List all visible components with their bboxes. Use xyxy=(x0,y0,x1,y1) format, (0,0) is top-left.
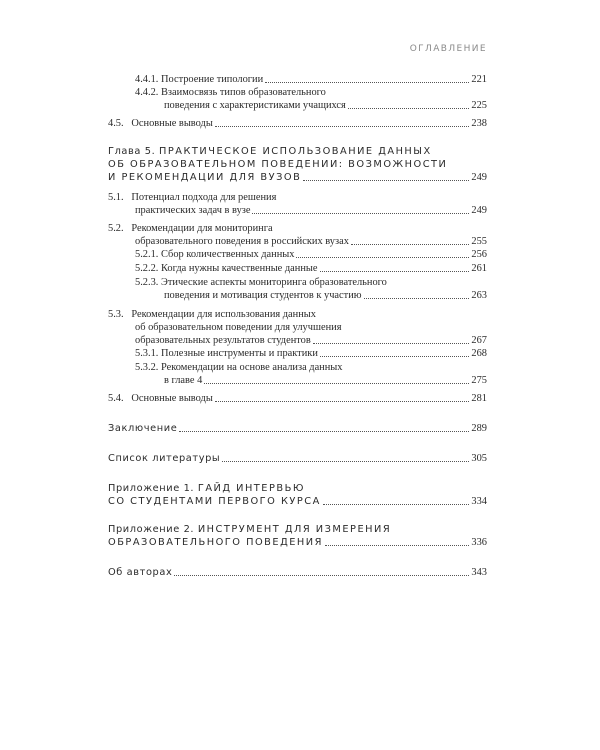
entry-title: Этические аспекты мониторинга образовательного xyxy=(161,277,387,288)
toc-entry-5-2[interactable] xyxy=(135,235,487,248)
toc-entry-5-2-line1[interactable] xyxy=(108,222,273,235)
dot-leader xyxy=(313,343,470,344)
entry-title: Рекомендации для мониторинга xyxy=(131,223,273,234)
dot-leader xyxy=(179,431,469,432)
dot-leader xyxy=(320,356,470,357)
appendix-label: Приложение 1. xyxy=(108,483,195,494)
page-number: 336 xyxy=(471,537,487,548)
entry-number: 4.4.2. xyxy=(135,87,159,98)
entry-number: 4.5. xyxy=(108,118,124,129)
toc-entry-4-5[interactable] xyxy=(108,117,487,130)
dot-leader xyxy=(174,575,469,576)
chapter-label: Глава 5. xyxy=(108,146,156,157)
entry-title: Список литературы xyxy=(108,453,221,464)
entry-title: образовательного поведения в российских вузах xyxy=(135,236,349,247)
toc-entry-5-1[interactable] xyxy=(135,204,487,217)
entry-title: практических задач в вузе xyxy=(135,205,251,216)
page-number: 275 xyxy=(471,375,487,386)
chapter-title: И РЕКОМЕНДАЦИИ ДЛЯ ВУЗОВ xyxy=(108,172,302,183)
chapter-5-entry[interactable] xyxy=(108,171,487,184)
toc-entry-5-2-3-line1[interactable] xyxy=(135,276,387,289)
dot-leader xyxy=(351,244,469,245)
toc-entry-5-3-line2: об образовательном поведении для улучшения xyxy=(135,322,342,333)
toc-entry-5-3-2[interactable] xyxy=(164,374,487,387)
toc-entry-about-authors[interactable] xyxy=(108,566,487,579)
page-number: 267 xyxy=(471,335,487,346)
toc-entry-5-2-1[interactable] xyxy=(135,248,487,261)
dot-leader xyxy=(348,108,470,109)
toc-entry-5-3-1[interactable] xyxy=(135,347,487,360)
page-number: 268 xyxy=(471,348,487,359)
appendix-2-line1[interactable] xyxy=(108,523,391,536)
entry-number: 5.4. xyxy=(108,393,124,404)
page-number: 343 xyxy=(471,567,487,578)
dot-leader xyxy=(320,271,470,272)
entry-number: 5.2.1. xyxy=(135,249,159,260)
appendix-1-entry[interactable] xyxy=(108,495,487,508)
entry-number: 5.3.1. xyxy=(135,348,159,359)
toc-entry-conclusion[interactable] xyxy=(108,422,487,435)
dot-leader xyxy=(265,82,469,83)
page-number: 261 xyxy=(471,263,487,274)
toc-entry-5-3-line1[interactable] xyxy=(108,308,316,321)
entry-title: в главе 4 xyxy=(164,375,203,386)
entry-title: Потенциал подхода для решения xyxy=(131,192,277,203)
appendix-title: СО СТУДЕНТАМИ ПЕРВОГО КУРСА xyxy=(108,496,321,507)
entry-title: Взаимосвязь типов образовательного xyxy=(161,87,326,98)
dot-leader xyxy=(364,298,470,299)
page-number: 263 xyxy=(471,290,487,301)
dot-leader xyxy=(303,180,469,181)
page-number: 249 xyxy=(471,205,487,216)
entry-title: Когда нужны качественные данные xyxy=(161,263,318,274)
entry-title: образовательных результатов студентов xyxy=(135,335,311,346)
dot-leader xyxy=(204,383,469,384)
page-number: 249 xyxy=(471,172,487,183)
appendix-2-entry[interactable] xyxy=(108,536,487,549)
page-number: 256 xyxy=(471,249,487,260)
entry-number: 5.1. xyxy=(108,192,124,203)
entry-title: Рекомендации для использования данных xyxy=(131,309,316,320)
chapter-5-line2: ОБ ОБРАЗОВАТЕЛЬНОМ ПОВЕДЕНИИ: ВОЗМОЖНОСТИ xyxy=(108,159,448,170)
toc-entry-5-3[interactable] xyxy=(135,334,487,347)
toc-entry-4-4-2-line1[interactable] xyxy=(135,86,326,99)
toc-entry-references[interactable] xyxy=(108,452,487,465)
dot-leader xyxy=(296,257,469,258)
appendix-1-line1[interactable] xyxy=(108,482,305,495)
toc-entry-4-4-2[interactable] xyxy=(164,99,487,112)
entry-number: 5.2.2. xyxy=(135,263,159,274)
dot-leader xyxy=(222,461,469,462)
appendix-label: Приложение 2. xyxy=(108,524,195,535)
page-number: 289 xyxy=(471,423,487,434)
toc-entry-5-2-3[interactable] xyxy=(164,289,487,302)
toc-entry-4-4-1[interactable] xyxy=(135,73,487,86)
dot-leader xyxy=(325,545,469,546)
entry-title: поведения и мотивация студентов к участию xyxy=(164,290,362,301)
toc-entry-5-4[interactable] xyxy=(108,392,487,405)
appendix-title: ИНСТРУМЕНТ ДЛЯ ИЗМЕРЕНИЯ xyxy=(197,524,392,535)
entry-title: Сбор количественных данных xyxy=(161,249,295,260)
dot-leader xyxy=(215,401,470,402)
appendix-title: ГАЙД ИНТЕРВЬЮ xyxy=(197,483,305,494)
entry-title: поведения с характеристиками учащихся xyxy=(164,100,346,111)
dot-leader xyxy=(215,126,470,127)
chapter-title: ПРАКТИЧЕСКОЕ ИСПОЛЬЗОВАНИЕ ДАННЫХ xyxy=(159,146,432,157)
entry-number: 5.3. xyxy=(108,309,124,320)
page-number: 305 xyxy=(471,453,487,464)
page-number: 255 xyxy=(471,236,487,247)
page-number: 221 xyxy=(471,74,487,85)
entry-title: Полезные инструменты и практики xyxy=(161,348,318,359)
toc-entry-5-3-2-line1[interactable] xyxy=(135,361,342,374)
page-number: 334 xyxy=(471,496,487,507)
entry-number: 5.3.2. xyxy=(135,362,159,373)
entry-number: 4.4.1. xyxy=(135,74,159,85)
entry-title: Построение типологии xyxy=(161,74,264,85)
toc-entry-5-2-2[interactable] xyxy=(135,262,487,275)
entry-number: 5.2.3. xyxy=(135,277,159,288)
page-number: 225 xyxy=(471,100,487,111)
entry-title: Об авторах xyxy=(108,567,173,578)
entry-number: 5.2. xyxy=(108,223,124,234)
entry-title: Заключение xyxy=(108,423,178,434)
running-head: ОГЛАВЛЕНИЕ xyxy=(409,44,487,54)
appendix-title: ОБРАЗОВАТЕЛЬНОГО ПОВЕДЕНИЯ xyxy=(108,537,323,548)
page-number: 281 xyxy=(471,393,487,404)
dot-leader xyxy=(323,504,470,505)
page-number: 238 xyxy=(471,118,487,129)
entry-title: Рекомендации на основе анализа данных xyxy=(161,362,343,373)
chapter-5-line1[interactable] xyxy=(108,145,432,158)
toc-entry-5-1-line1[interactable] xyxy=(108,191,276,204)
entry-title: Основные выводы xyxy=(131,118,213,129)
dot-leader xyxy=(252,213,469,214)
entry-title: Основные выводы xyxy=(131,393,213,404)
